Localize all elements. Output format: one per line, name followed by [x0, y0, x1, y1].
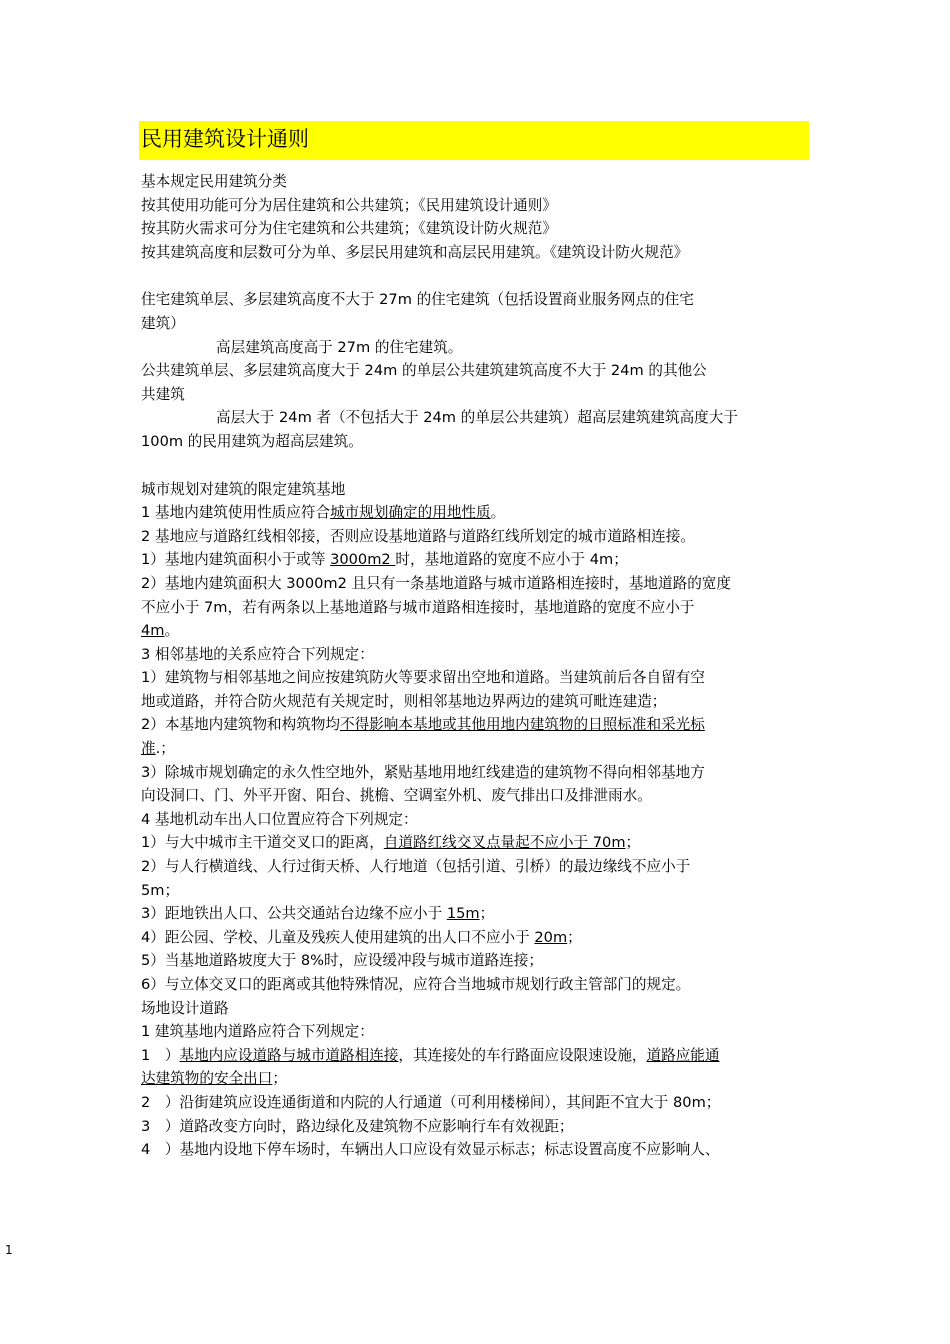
paragraph-line: 5m； [141, 881, 180, 899]
paragraph-line: 达建筑物的安全出口； [141, 1070, 287, 1088]
paragraph-line: 1 ）基地内应设道路与城市道路相连接，其连接处的车行路面应设限速设施，道路应能通 [141, 1046, 720, 1064]
paragraph-line: 1）与大中城市主干道交叉口的距离，自道路红线交叉点量起不应小于 70m； [141, 834, 641, 852]
paragraph-line: 4）距公园、学校、儿童及残疾人使用建筑的出人口不应小于 20m； [141, 928, 582, 946]
paragraph-line: 1 建筑基地内道路应符合下列规定： [141, 1023, 374, 1041]
paragraph-line: 住宅建筑单层、多层建筑高度不大于 27m 的住宅建筑（包括设置商业服务网点的住宅 [141, 291, 694, 309]
paragraph-line: 准.； [141, 740, 175, 758]
paragraph-line: 3 相邻基地的关系应符合下列规定： [141, 645, 374, 663]
document-body [141, 170, 809, 1162]
paragraph-line: 4 基地机动车出人口位置应符合下列规定： [141, 810, 418, 828]
paragraph-line: 1）建筑物与相邻基地之间应按建筑防火等要求留出空地和道路。当建筑前后各自留有空 [141, 669, 705, 687]
blank-line [141, 264, 809, 288]
paragraph-line: 公共建筑单层、多层建筑高度大于 24m 的单层公共建筑建筑高度不大于 24m 的其他公 [141, 362, 707, 380]
paragraph-line: 4m。 [141, 622, 180, 640]
document-title: 民用建筑设计通则 [141, 127, 309, 151]
paragraph-line: 按其使用功能可分为居住建筑和公共建筑；《民用建筑设计通则》 [141, 196, 557, 214]
section-site-roads-heading: 场地设计道路 [141, 999, 229, 1017]
paragraph-line: 6）与立体交叉口的距离或其他特殊情况，应符合当地城市规划行政主管部门的规定。 [141, 976, 691, 993]
paragraph-line: 2）基地内建筑面积大 3000m2 且只有一条基地道路与城市道路相连接时，基地道路的宽度 [141, 574, 731, 592]
paragraph-line: 2 基地应与道路红线相邻接，否则应设基地道路与道路红线所划定的城市道路相连接。 [141, 527, 695, 545]
paragraph-line: 2 ）沿街建筑应设连通街道和内院的人行通道（可利用楼梯间），其间距不宜大于 80m； [141, 1093, 721, 1111]
page-number: 1 [5, 1243, 13, 1257]
paragraph-line: 3）除城市规划确定的永久性空地外，紧贴基地用地红线建造的建筑物不得向相邻基地方 [141, 763, 705, 781]
paragraph-line: 地或道路，并符合防火规范有关规定时，则相邻基地边界两边的建筑可毗连建造； [141, 692, 667, 710]
section-planning-heading: 城市规划对建筑的限定建筑基地 [141, 480, 346, 498]
paragraph-line: 2）与人行横道线、人行过街天桥、人行地道（包括引道、引桥）的最边缘线不应小于 [141, 858, 691, 876]
paragraph-line: 向设洞口、门、外平开窗、阳台、挑檐、空调室外机、废气排出口及排泄雨水。 [141, 787, 652, 805]
paragraph-line: 不应小于 7m，若有两条以上基地道路与城市道路相连接时，基地道路的宽度不应小于 [141, 598, 695, 616]
paragraph-line: 2）本基地内建筑物和构筑物均不得影响本基地或其他用地内建筑物的日照标准和采光标 [141, 716, 705, 734]
blank-line [141, 454, 809, 478]
paragraph-line: 高层大于 24m 者（不包括大于 24m 的单层公共建筑）超高层建筑建筑高度大于 [216, 409, 738, 427]
paragraph-line: 共建筑 [141, 385, 185, 403]
paragraph-line: 按其防火需求可分为住宅建筑和公共建筑；《建筑设计防火规范》 [141, 220, 557, 238]
paragraph-line: 1）基地内建筑面积小于或等 3000m2 时，基地道路的宽度不应小于 4m； [141, 551, 628, 569]
paragraph-line: 4 ）基地内设地下停车场时，车辆出人口应设有效显示标志；标志设置高度不应影响人、 [141, 1141, 720, 1159]
paragraph-line: 建筑） [141, 314, 185, 332]
section-classification-heading: 基本规定民用建筑分类 [141, 173, 287, 190]
paragraph-line: 按其建筑高度和层数可分为单、多层民用建筑和高层民用建筑。《建筑设计防火规范》 [141, 243, 689, 261]
paragraph-line: 1 基地内建筑使用性质应符合城市规划确定的用地性质。 [141, 504, 506, 522]
paragraph-line: 高层建筑高度高于 27m 的住宅建筑。 [216, 338, 463, 356]
paragraph-line: 5）当基地道路坡度大于 8%时，应设缓冲段与城市道路连接； [141, 952, 543, 970]
paragraph-line: 100m 的民用建筑为超高层建筑。 [141, 432, 363, 450]
paragraph-line: 3）距地铁出人口、公共交通站台边缘不应小于 15m； [141, 905, 495, 923]
paragraph-line: 3 ）道路改变方向时，路边绿化及建筑物不应影响行车有效视距； [141, 1117, 574, 1135]
